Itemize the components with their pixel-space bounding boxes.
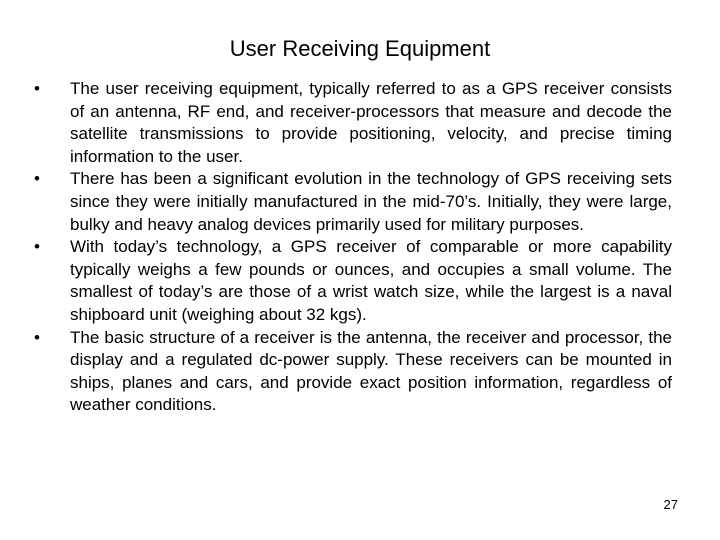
bullet-text-4: The basic structure of a receiver is the antenna, the receiver and processor, the display and a regulated dc-power supply. These receivers can be mounted in ships, planes and cars, and provide exact position information, regardless of weather conditions. xyxy=(70,327,672,415)
bullet-text-3: With today’s technology, a GPS receiver of comparable or more capability typically weighs a few pounds or ounces, and occupies a small volume. The smallest of today’s are those of a wrist watch size, while the largest is a naval shipboard unit (weighing about 32 kgs). xyxy=(70,237,672,324)
bullet-marker: • xyxy=(34,237,40,257)
bullet-list xyxy=(30,78,672,417)
bullet-marker: • xyxy=(34,327,40,347)
bullet-marker: • xyxy=(34,79,40,98)
bullet-item-2 xyxy=(30,168,672,236)
bullet-item-4 xyxy=(30,327,672,417)
bullet-item-3 xyxy=(30,236,672,326)
bullet-text-2: There has been a significant evolution in the technology of GPS receiving sets since they were initially manufactured in the mid-70’s. Initially, they were large, bulky and heavy analog devices primarily used for military purposes. xyxy=(70,169,672,234)
bullet-marker: • xyxy=(34,169,40,189)
slide-number: 27 xyxy=(663,497,678,512)
slide-title: User Receiving Equipment xyxy=(229,36,491,61)
bullet-text-1: The user receiving equipment, typically referred to as a GPS receiver consists of an antenna, RF end, and receiver-processors that measure and decode the satellite transmissions to provide positioning, velocity, and precise timing information to the user. xyxy=(70,79,672,166)
bullet-item-1 xyxy=(30,78,672,168)
